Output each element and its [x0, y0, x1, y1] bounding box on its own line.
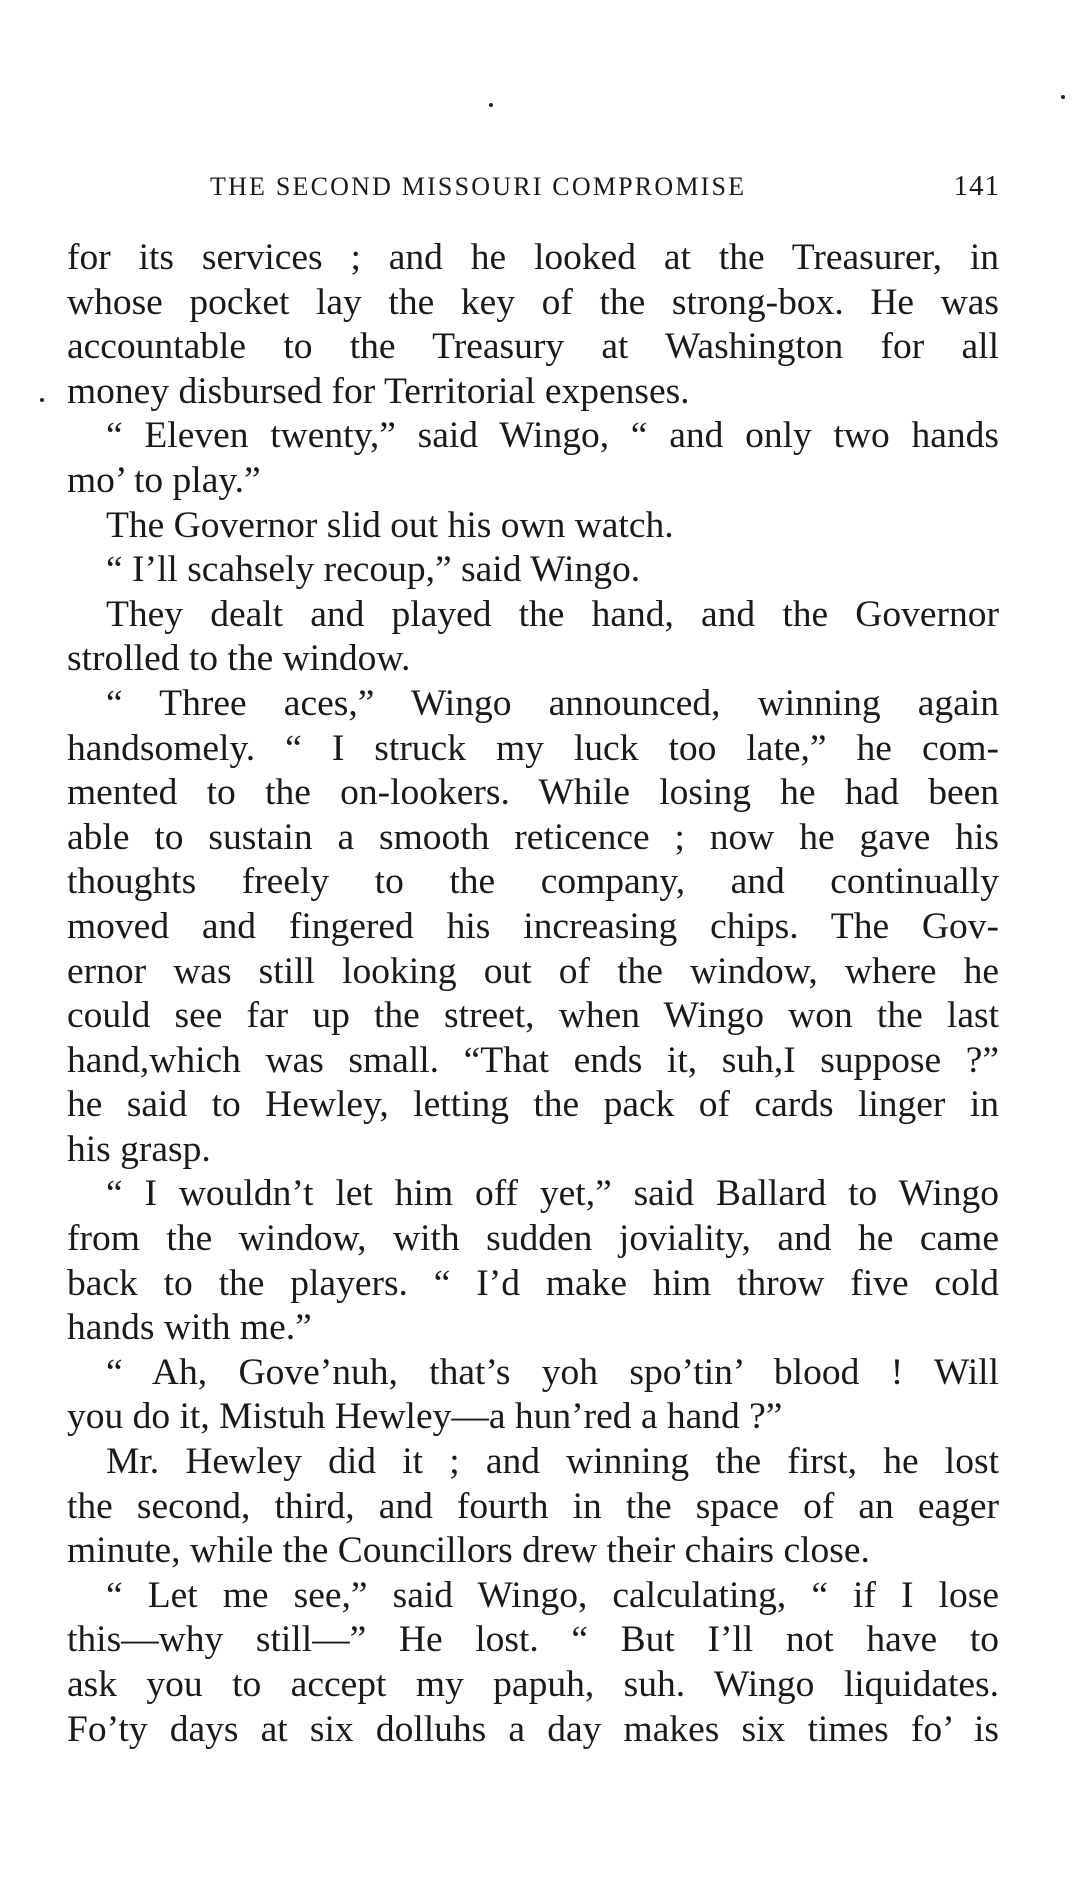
text-line: you do it, Mistuh Hewley—a hun’red a hand ?”	[67, 1396, 783, 1438]
running-head	[210, 168, 1000, 208]
text-line: The Governor slid out his own watch.	[106, 504, 674, 546]
text-line: Mr. Hewley did it ; and winning the first, he lost	[106, 1441, 999, 1483]
text-line: “ I wouldn’t let him off yet,” said Ballard to Wingo	[106, 1173, 999, 1215]
text-line: accountable to the Treasury at Washington for all	[67, 326, 999, 368]
text-line: “ I’ll scahsely recoup,” said Wingo.	[106, 549, 641, 591]
text-line: ask you to accept my papuh, suh. Wingo liquidates.	[67, 1664, 999, 1705]
text-line: able to sustain a smooth reticence ; now he gave his	[67, 816, 999, 858]
text-line: mented to the on-lookers. While losing he had been	[67, 772, 999, 814]
text-line: handsomely. “ I struck my luck too late,” he com-	[67, 727, 999, 769]
text-line: this—why still—” He lost. “ But I’ll not have to	[67, 1619, 999, 1661]
text-line: “ Eleven twenty,” said Wingo, “ and only two hands	[106, 415, 999, 457]
text-line: hand,which was small. “That ends it, suh,I suppose ?”	[67, 1039, 999, 1081]
text-line: thoughts freely to the company, and continually	[67, 861, 999, 903]
text-line: mo’ to play.”	[67, 459, 261, 501]
text-line: They dealt and played the hand, and the Governor	[106, 593, 999, 635]
text-line: minute, while the Councillors drew their chairs close.	[67, 1530, 870, 1572]
text-line: Fo’ty days at six dolluhs a day makes six times fo’ is	[67, 1708, 999, 1750]
print-speck	[40, 398, 44, 402]
text-line: “ Ah, Gove’nuh, that’s yoh spo’tin’ blood ! Will	[106, 1351, 999, 1393]
text-line: “ Three aces,” Wingo announced, winning again	[106, 682, 999, 724]
print-speck	[1061, 95, 1065, 99]
text-line: the second, third, and fourth in the space of an eager	[67, 1485, 999, 1527]
text-line: ernor was still looking out of the window, where he	[67, 950, 999, 992]
text-line: could see far up the street, when Wingo won the last	[67, 995, 999, 1037]
text-line: money disbursed for Territorial expenses.	[67, 370, 690, 412]
text-line: for its services ; and he looked at the Treasurer, in	[67, 237, 999, 278]
text-line: whose pocket lay the key of the strong-box. He was	[67, 281, 999, 323]
text-line: from the window, with sudden joviality, and he came	[67, 1218, 999, 1260]
text-line: back to the players. “ I’d make him throw five cold	[67, 1262, 999, 1304]
text-line: moved and fingered his increasing chips. The Gov-	[67, 905, 999, 947]
text-line: he said to Hewley, letting the pack of cards linger in	[67, 1084, 999, 1126]
body-text	[67, 236, 999, 1752]
text-line: hands with me.”	[67, 1307, 312, 1349]
text-line: strolled to the window.	[67, 638, 411, 680]
print-speck	[489, 103, 493, 107]
text-line: his grasp.	[67, 1128, 211, 1170]
text-line: “ Let me see,” said Wingo, calculating, “ if I lose	[106, 1574, 999, 1616]
page-number: 141	[953, 170, 1000, 202]
running-title: THE SECOND MISSOURI COMPROMISE	[210, 172, 747, 201]
